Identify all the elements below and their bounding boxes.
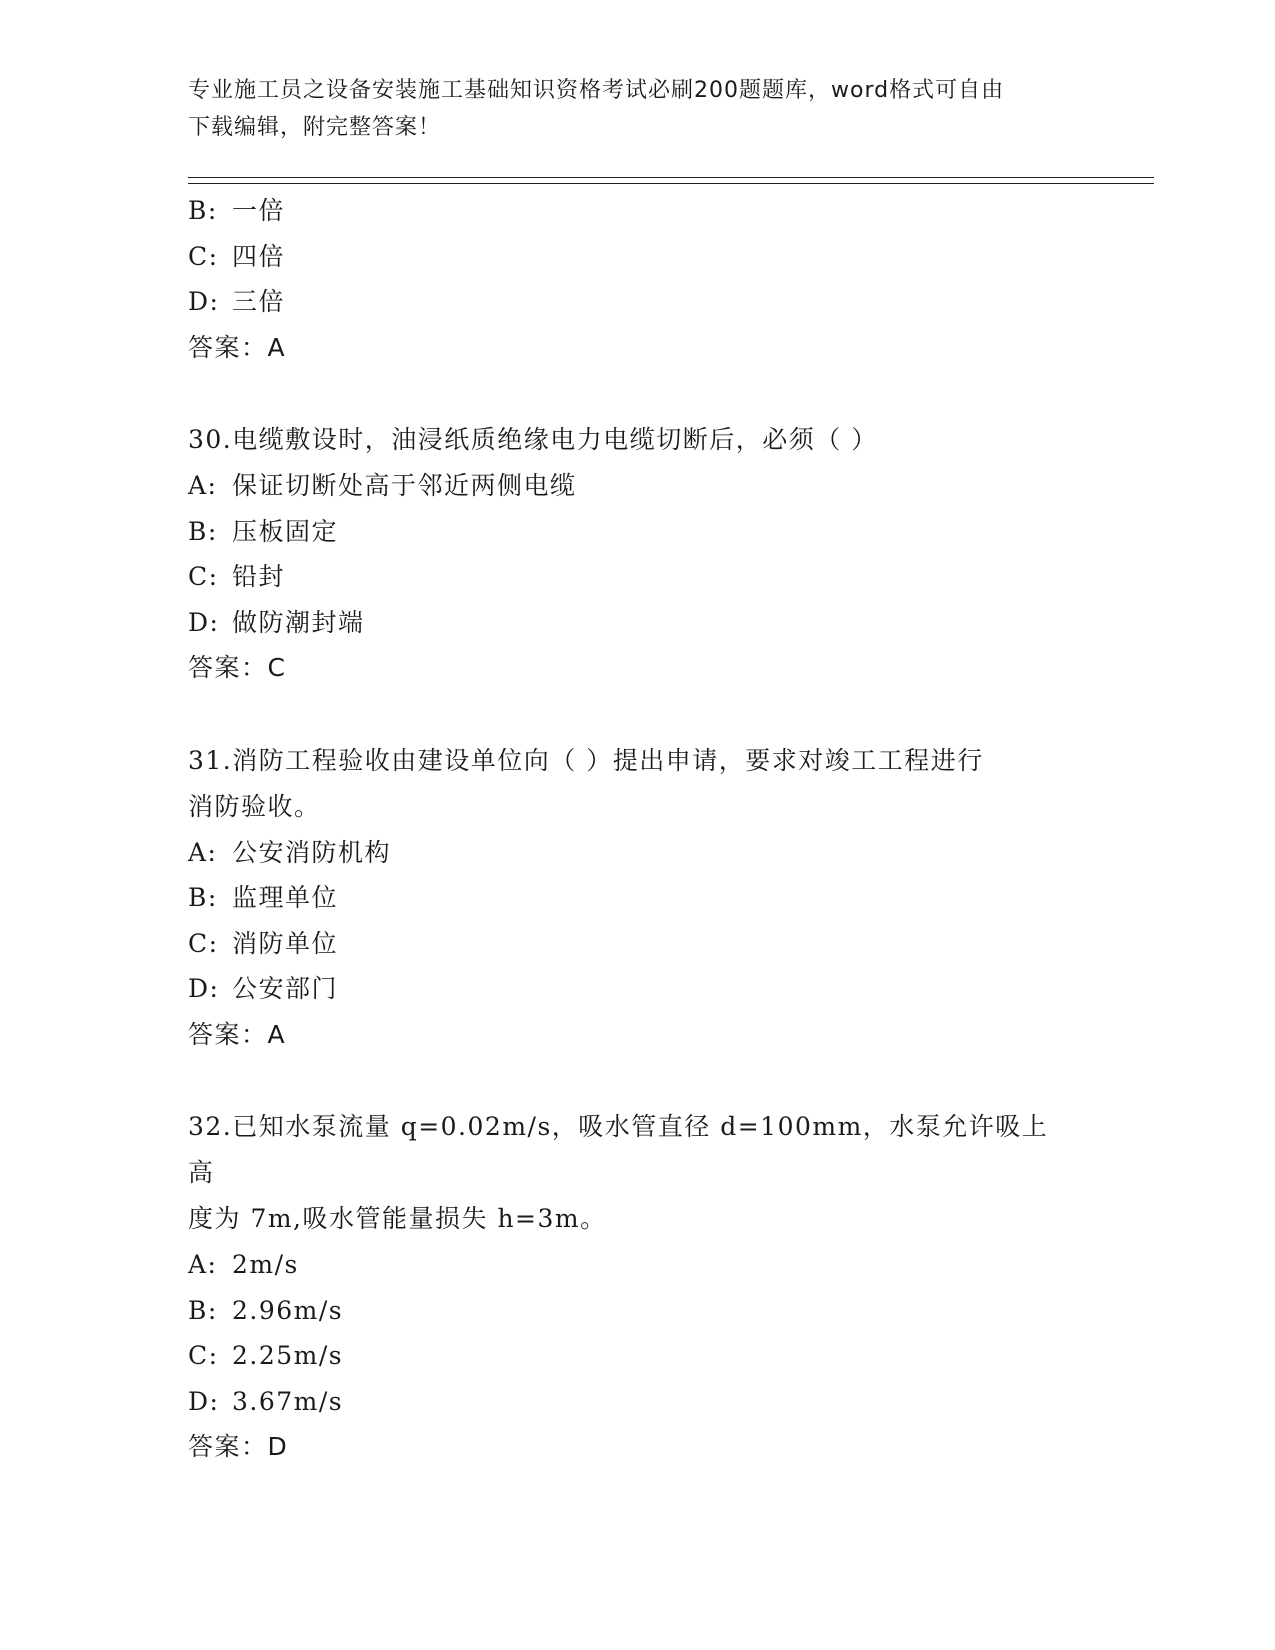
option-text: 2.25m/s xyxy=(232,1341,344,1370)
option-text: 消防单位 xyxy=(232,928,339,958)
question-31 xyxy=(188,738,1068,1058)
option-key: A: xyxy=(188,1250,218,1279)
option-text: 四倍 xyxy=(232,241,286,271)
spacer xyxy=(188,1057,1068,1104)
option-text: 保证切断处高于邻近两侧电缆 xyxy=(232,471,577,500)
option-key: C: xyxy=(188,562,219,591)
option-d xyxy=(188,1379,1068,1425)
option-c xyxy=(188,234,1068,280)
question-stem-continued: 度为 7m,吸水管能量损失 h=3m。 xyxy=(188,1204,607,1233)
option-key: A: xyxy=(188,837,218,867)
answer-line: 答案：A xyxy=(188,1019,287,1049)
option-d xyxy=(188,600,1068,646)
option-d xyxy=(188,279,1068,325)
option-text: 3.67m/s xyxy=(232,1386,344,1416)
option-key: D: xyxy=(188,287,220,316)
question-stem: 31.消防工程验收由建设单位向（ ）提出申请，要求对竣工工程进行 xyxy=(188,745,984,775)
spacer xyxy=(188,691,1068,738)
option-b xyxy=(188,1288,1068,1334)
option-text: 2.96m/s xyxy=(232,1295,344,1325)
option-b xyxy=(188,188,1068,234)
question-32 xyxy=(188,1104,1068,1470)
option-b xyxy=(188,509,1068,555)
option-c xyxy=(188,921,1068,967)
option-key: D: xyxy=(188,607,220,637)
document-header xyxy=(188,72,1068,146)
option-key: B: xyxy=(188,516,218,546)
option-text: 做防潮封端 xyxy=(232,607,365,637)
option-text: 压板固定 xyxy=(232,516,339,546)
header-divider-bottom xyxy=(188,183,1154,184)
option-text: 三倍 xyxy=(232,287,286,316)
spacer xyxy=(188,370,1068,417)
option-a xyxy=(188,463,1068,509)
header-line-2: 下载编辑，附完整答案！ xyxy=(188,115,442,140)
prev-question-block xyxy=(188,188,1068,370)
option-text: 公安部门 xyxy=(232,974,339,1003)
option-key: C: xyxy=(188,1341,219,1370)
option-key: D: xyxy=(188,974,220,1003)
option-key: B: xyxy=(188,1295,218,1325)
option-text: 一倍 xyxy=(232,196,286,225)
option-text: 监理单位 xyxy=(232,883,339,912)
option-c xyxy=(188,1333,1068,1379)
question-stem: 32.已知水泵流量 q=0.02m/s，吸水管直径 d=100mm，水泵允许吸上高 xyxy=(188,1112,1049,1187)
option-a xyxy=(188,1242,1068,1288)
option-c xyxy=(188,554,1068,600)
answer-line: 答案：D xyxy=(188,1432,289,1461)
option-key: A: xyxy=(188,471,218,500)
question-stem-continued: 消防验收。 xyxy=(188,791,321,821)
option-key: D: xyxy=(188,1386,220,1416)
option-b xyxy=(188,875,1068,921)
answer-line: 答案：A xyxy=(188,332,287,362)
option-d xyxy=(188,966,1068,1012)
option-key: C: xyxy=(188,928,219,958)
question-stem: 30.电缆敷设时，油浸纸质绝缘电力电缆切断后，必须（ ） xyxy=(188,425,878,454)
option-text: 铅封 xyxy=(232,562,286,591)
option-a xyxy=(188,830,1068,876)
question-list xyxy=(188,188,1068,1470)
option-key: B: xyxy=(188,196,218,225)
question-30 xyxy=(188,417,1068,691)
option-key: C: xyxy=(188,241,219,271)
option-text: 公安消防机构 xyxy=(232,837,392,867)
option-text: 2m/s xyxy=(232,1250,299,1279)
header-line-1: 专业施工员之设备安装施工基础知识资格考试必刷200题题库，word格式可自由 xyxy=(188,78,1005,103)
header-divider-top xyxy=(188,177,1154,178)
option-key: B: xyxy=(188,883,218,912)
answer-line: 答案：C xyxy=(188,653,287,682)
